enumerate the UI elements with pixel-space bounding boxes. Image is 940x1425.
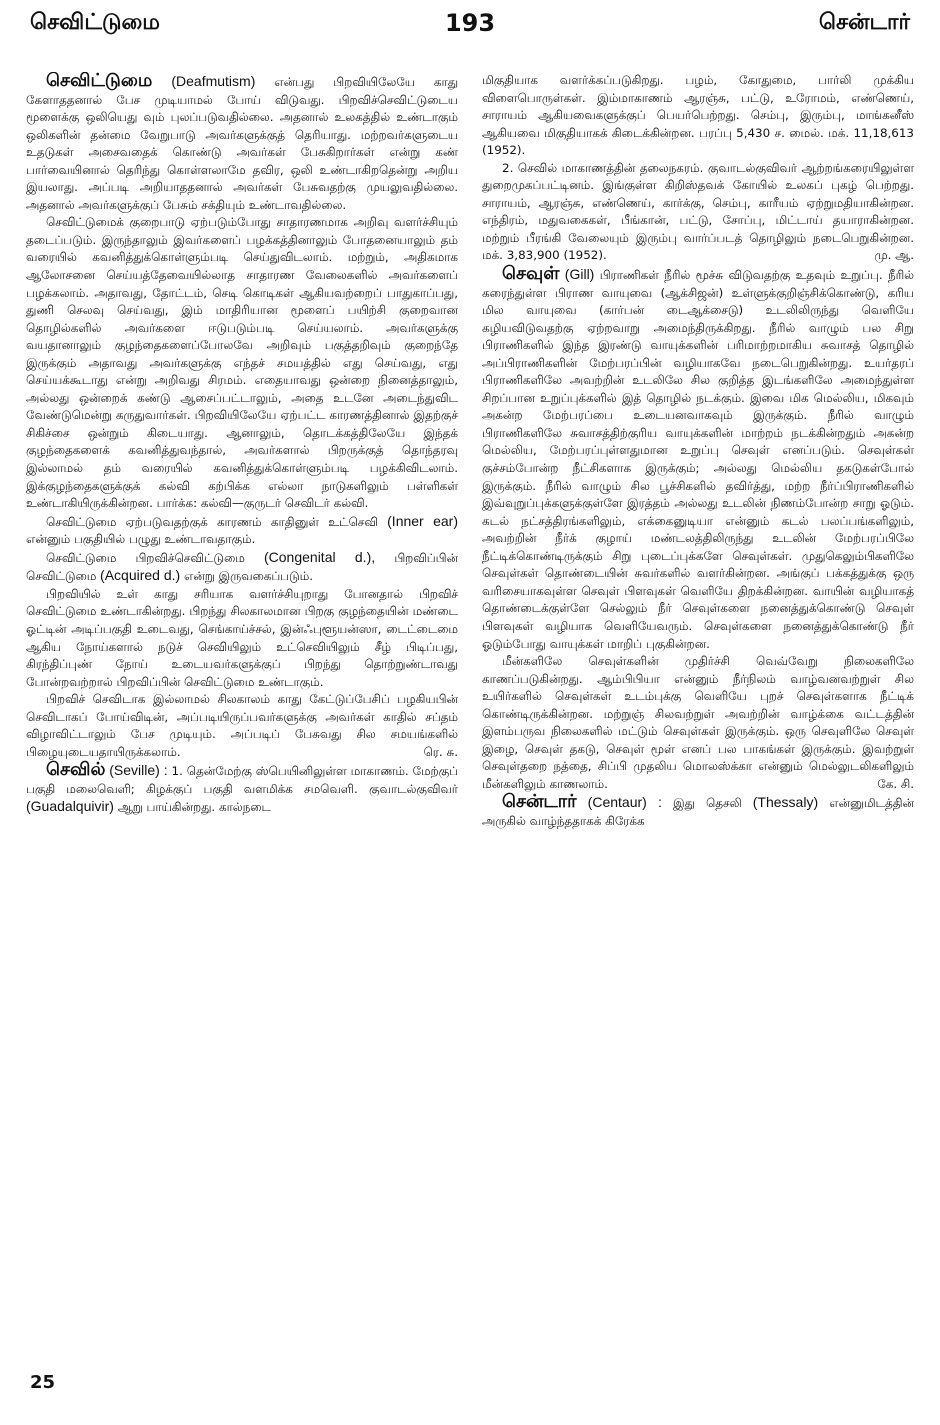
headword: சென்டார் <box>502 791 577 813</box>
paragraph-text: ஆறு பாய்கின்றது. கால்நடை <box>117 800 272 815</box>
paragraph-text: என்னும் பகுதியில் பழுது உண்டாவதாகும். <box>26 532 256 547</box>
paragraph-text: 2. செவில் மாகாணத்தின் தலைநகரம். குவாடல்குவிவர் ஆற்றங்கரையிலுள்ள துறைமுகப்பட்டினம். இங்குள்ள கிறிஸ்தவக் கோயில் உலகப் புகழ் பெற்றது. சாராயம், ஆரஞ்சு, எண்ணெய், கார்க்கு, செம்பு, காரீயம் ஏற்றுமதியாகின்றன. எந்திரம், மதுவகைகள், பீங்கான், பட்டு, சோப்பு, மிட்டாய் தயாராகின்றன. மற்றும் பீரங்கி வேலையும் இரும்பு வார்ப்படத் தொழிலும் நடைபெறுகின்றன. மக். 3,83,900 (1952). <box>482 160 914 263</box>
paragraph: மிகுதியாக வளர்க்கப்படுகிறது. பழம், கோதுமை, பார்லி முக்கிய விளைபொருள்கள். இம்மாகாணம் ஆரஞ்சு, பட்டு, உரோமம், எண்ணெய், சாராயம் ஆகியவைகளுக்குப் பெயர்பெற்றது. செம்பு, இரும்பு, மாங்கனீஸ் ஆகியவை மிகுதியாகக் கிடைக்கின்றன. பரப்பு 5,430 ச. மைல். மக். 11,18,613 (1952). <box>482 73 914 158</box>
running-head-right: சென்டார் <box>818 10 910 35</box>
author-initials: ரெ. சு. <box>423 744 458 759</box>
left-column <box>26 72 458 1350</box>
paragraph: செவிட்டுமைக் குறைபாடு ஏற்படும்போது சாதாரணமாக அறிவு வளர்ச்சியும் தடைப்படும். இருந்தாலும் இவர்களைப் பழக்கத்தினாலும் போதனையாலும் தம் வரையில் கவனித்துக்கொள்ளும்படி செய்துவிடலாம். மற்றும், அதிகமாக ஆலோசனை செய்யத்தேவையில்லாத சாதாரண வேலைகளில் அவர்களைப் பழக்கலாம். அதாவது, தோட்டம், செடி கொடிகள் ஆகியவற்றைப் பாதுகாப்பது, துணி செலவு செய்வது, இம் மாதிரியான மூளைப் பயிற்சி குறைவான தொழில்களில் அவர்களை ஈடுபடும்படி செய்யலாம். அவர்களுக்கு வயதானாலும் குழந்தைகளைப்போலவே அறிவும் பகுத்தறிவும் குறைந்தே இருக்கும் அதாவது அவர்களுக்கு எந்தச் சமயத்தில் எது செய்வது, எது செய்யக்கூடாது என்று அறிவது சிரமம். எதையாவது ஒன்றை நினைத்தாலும், அல்லது ஒன்றைக் கண்டு ஆசைப்பட்டாலும், அதை உடனே அடைந்துவிட வேண்டுமென்று கருதுவார்கள். பிறவியிலேயே ஏற்பட்ட காரணத்தினால் இதற்குச் சிகிச்சை ஒன்றும் கிடையாது. ஆனாலும், தொடக்கத்திலேயே இந்தக் குழந்தைகளைக் கவனித்துவந்தால், அவர்களால் பிறருக்குத் தொந்தரவு இல்லாமல் தம் வரையில் கவனித்துக்கொள்ளும்படி பழக்கிவிடலாம். இக்குழந்தைகளுக்குக் கல்வி கற்பிக்க எல்லா நாடுகளிலும் பள்ளிகள் உண்டாகியிருக்கின்றன. பார்க்க: கல்வி—குருடர் செவிடர் கல்வி. <box>26 215 458 511</box>
paragraph <box>26 549 458 586</box>
paragraph-text: பிறவிப்பின் செவிட்டுமை <box>26 550 458 584</box>
entry-seville <box>26 761 458 817</box>
latin-term: (Thessaly) <box>752 794 819 811</box>
latin-term: (Seville) : <box>109 762 168 779</box>
latin-term: (Gill) <box>564 266 595 283</box>
latin-term: (Guadalquivir) <box>26 798 114 815</box>
running-head-left: செவிட்டுமை <box>30 10 161 35</box>
paragraph <box>482 653 914 793</box>
paragraph-text: செவிட்டுமை பிறவிச்செவிட்டுமை <box>46 550 245 565</box>
paragraph-text: என்னுமிடத்தின் அருகில் வாழ்ந்ததாகக் கிரேக்க <box>482 796 914 828</box>
author-initials: கே. சி. <box>877 776 914 791</box>
paragraph-text: பிறவிச் செவிடாக இல்லாமல் சிலகாலம் காது கேட்டுப்பேசிப் பழகியபின் செவிடாகப் போய்விடின், அப்படியிருப்பவர்களுக்கு அவர்கள் காதில் சப்தம் விழாவிட்டாலும் பேச முடியும். அப்படிப் பேசுவது சில சமயங்களில் பிழையுடையதாயிருக்கலாம். <box>26 692 458 759</box>
headword: செவிட்டுமை <box>46 72 153 91</box>
paragraph-text: இது தெசலி <box>673 796 742 811</box>
headword: செவில் <box>46 759 106 781</box>
latin-term: (Deafmutism) <box>171 73 256 89</box>
page-number: 193 <box>444 9 496 37</box>
paragraph <box>482 160 914 265</box>
latin-term: (Congenital d.), <box>263 548 376 565</box>
entry-centaur <box>482 793 914 830</box>
author-initials: மு. ஆ. <box>874 248 914 263</box>
entry-deafmutism <box>26 72 458 214</box>
right-column <box>482 72 914 1350</box>
signature-folio: 25 <box>30 1372 56 1393</box>
paragraph: பிறவியில் உள் காது சரியாக வளர்ச்சியுறாது போனதால் பிறவிச் செவிட்டுமை உண்டாகின்றது. பிறந்து சிலகாலமான பிறகு குழந்தையின் மண்டை ஓட்டின் அடிப்பகுதி உடைவது, செங்காய்ச்சல், இன்ஃபுளூயன்ஸா, டைட்டைமை ஆகிய நோய்களால் நடுச் செவியிலும் உட்செவியிலும் சீழ் பிடிப்பது, கிரந்திப்புண் நோய் உடையவர்களுக்குப் பிறந்து தொற்றுண்டாவது போன்றவற்றால் பிறவிப்பின் செவிட்டுமை உண்டாகும். <box>26 586 458 689</box>
latin-term: (Centaur) : <box>587 794 662 811</box>
paragraph <box>26 513 458 549</box>
entry-gill <box>482 265 914 653</box>
paragraph-text: பிராணிகள் நீரில் மூச்சு விடுவதற்கு உதவும் உறுப்பு. நீரில் கரைந்துள்ள பிராண வாயுவை (ஆக்சிஜன்) உள்ளுக்குறிஞ்சிக்கொண்டு, கரிய மில வாயுவை (கார்பன் டைஆக்சைடு) உடலிலிருந்து வெளியே கழியவிடுவதற்கு ஏற்றவாறு அமைந்திருக்கிறது. நீரில் வாழும் பல சிறு பிராணிகளில் இந்த இரண்டு வாயுக்களின் பரிமாற்றமாகிய சுவாசத் தொழில் அப்பிராணிகளின் மேற்பரப்பின் வழியாகவே நடைபெறுகின்றது. உயர்தரப் பிராணிகளிலே அவற்றின் உடலிலே சில குறித்த இடங்களிலே அமைந்துள்ள சிறப்பான உறுப்புக்களில் இத் தொழில் நடக்கும். இவை மிக மெல்லிய, மிகவும் அகன்ற மேற்பரப்பை உடையனவாகவும் இருக்கும். நீரில் வாழும் பிராணிகளிலே சுவாசத்திற்குரிய வாயுக்களின் மாற்றம் நடக்கின்றதும் அகன்ற மெல்லிய, மேற்பரப்புள்ளதுமான உறுப்பு செவுள் எனப்படும். செவுள்கள் குச்சம்போன்ற நீட்சிகளாக இருக்கும்; அல்லது மெல்லிய தகடுகள்போல் இருக்கும். நீரில் வாழும் சில பூச்சிகளில் தவிர்த்து, மற்ற நீர்ப்பிராணிகளில் இவ்வுறுப்புக்களுக்குள்ளே இரத்தம் அல்லது உடலின் நிணம்போன்ற சாறு ஓடும். கடல் நட்சத்திரங்களிலும், எக்கைனுடியா என்னும் கடல் பலப்பங்களிலும், அவற்றின் நீர்க் குழாய் மண்டலத்திலிருந்து உடலின் மேற்பரப்பிலே நீட்டிக்கொண்டிருக்கும் சிறு புடைப்புக்களே செவுள்கள். முதுகெலும்பிகளிலே செவுள்கள் தொண்டையின் சுவர்களில் வளர்கின்றன. அங்குப் பக்கத்துக்கு ஒரு வரிசையாகவுள்ள செவுள் பிளவுகள் வெளியே திறக்கின்றன. வாயின் வழியாகத் தொண்டைக்குள்ளே செல்லும் நீர் செவுள்களை நனைத்துக்கொண்டு செவுள் பிளவுகள் வழியாக வெளியேவரும். செவுள்களை நனைத்துக்கொண்டு நீர் ஓடும்போது வாயுக்கள் மாறிப் புகுகின்றன. <box>482 268 914 651</box>
paragraph <box>26 691 458 761</box>
latin-term: (Inner ear) <box>387 512 458 529</box>
latin-term: (Acquired d.) <box>100 567 181 584</box>
paragraph-text: 1. தென்மேற்கு ஸ்பெயினிலுள்ள மாகாணம். மேற்குப் பகுதி மலைவெளி; கிழக்குப் பகுதி வளமிக்க சமவெளி. குவாடல்குவிவர் <box>26 764 458 796</box>
paragraph-text: மீன்களிலே செவுள்களின் முதிர்ச்சி வெவ்வேறு நிலைகளிலே காணப்படுகின்றது. ஆம்பிபியா என்னும் நீர்நிலம் வாழ்வனவற்றுள் சில உயிர்களில் செவுள்கள் உடம்புக்கு வெளியே புறச் செவுள்களாக நீட்டிக் கொண்டிருக்கின்றன. மற்றுஞ் சிலவற்றுள் அவற்றின் வாழ்க்கை வட்டத்தின் இளம்பருவ நிலைகளில் மட்டும் செவுள்கள் இருக்கும். ஒரு செவுளிலே செவுள் இழை, செவுள் தகடு, செவுள் மூள் எனப் பல பாகங்கள் இருக்கும். இவற்றுள் செவுள்தறை நத்தை, சிப்பி முதலிய மொலஸ்க்கா என்னும் மெல்லுடலிகளிலும் மீன்களிலும் காணலாம். <box>482 654 914 791</box>
headword: செவுள் <box>502 263 560 285</box>
paragraph-text: செவிட்டுமை ஏற்படுவதற்குக் காரணம் காதினுள் உட்செவி <box>46 514 378 529</box>
paragraph-text: என்பது பிறவியிலேயே காது கேளாததனால் பேச முடியாமல் போய் விடுவது. பிறவிச்செவிட்டுடைய மூளைக்கு ஒலியெது வும் புலப்படுவதில்லை. அதனால் உலகத்தில் உண்டாகும் ஒலிகளின் தன்மை வேறுபாடு அவர்களுக்குத் தெரியாது. மற்றவர்களுடைய உதடுகள் அசைவதைக் கொண்டு அவர்கள் பேசுகிறார்கள் என்று கண் பார்வையினால் தெரிந்து கொள்ளலாமே தவிர, ஒலி உண்டாகிறதென்று அறிய இயலாது. அப்படி அறியாததனால் அவர்கள் பேசுவதற்கு முயலுவதில்லை. அதனால் அவர்களுக்குப் பேசும் சக்தியும் உண்டாவதில்லை. <box>26 75 458 212</box>
paragraph-text: என்று இருவகைப்படும். <box>183 569 313 584</box>
